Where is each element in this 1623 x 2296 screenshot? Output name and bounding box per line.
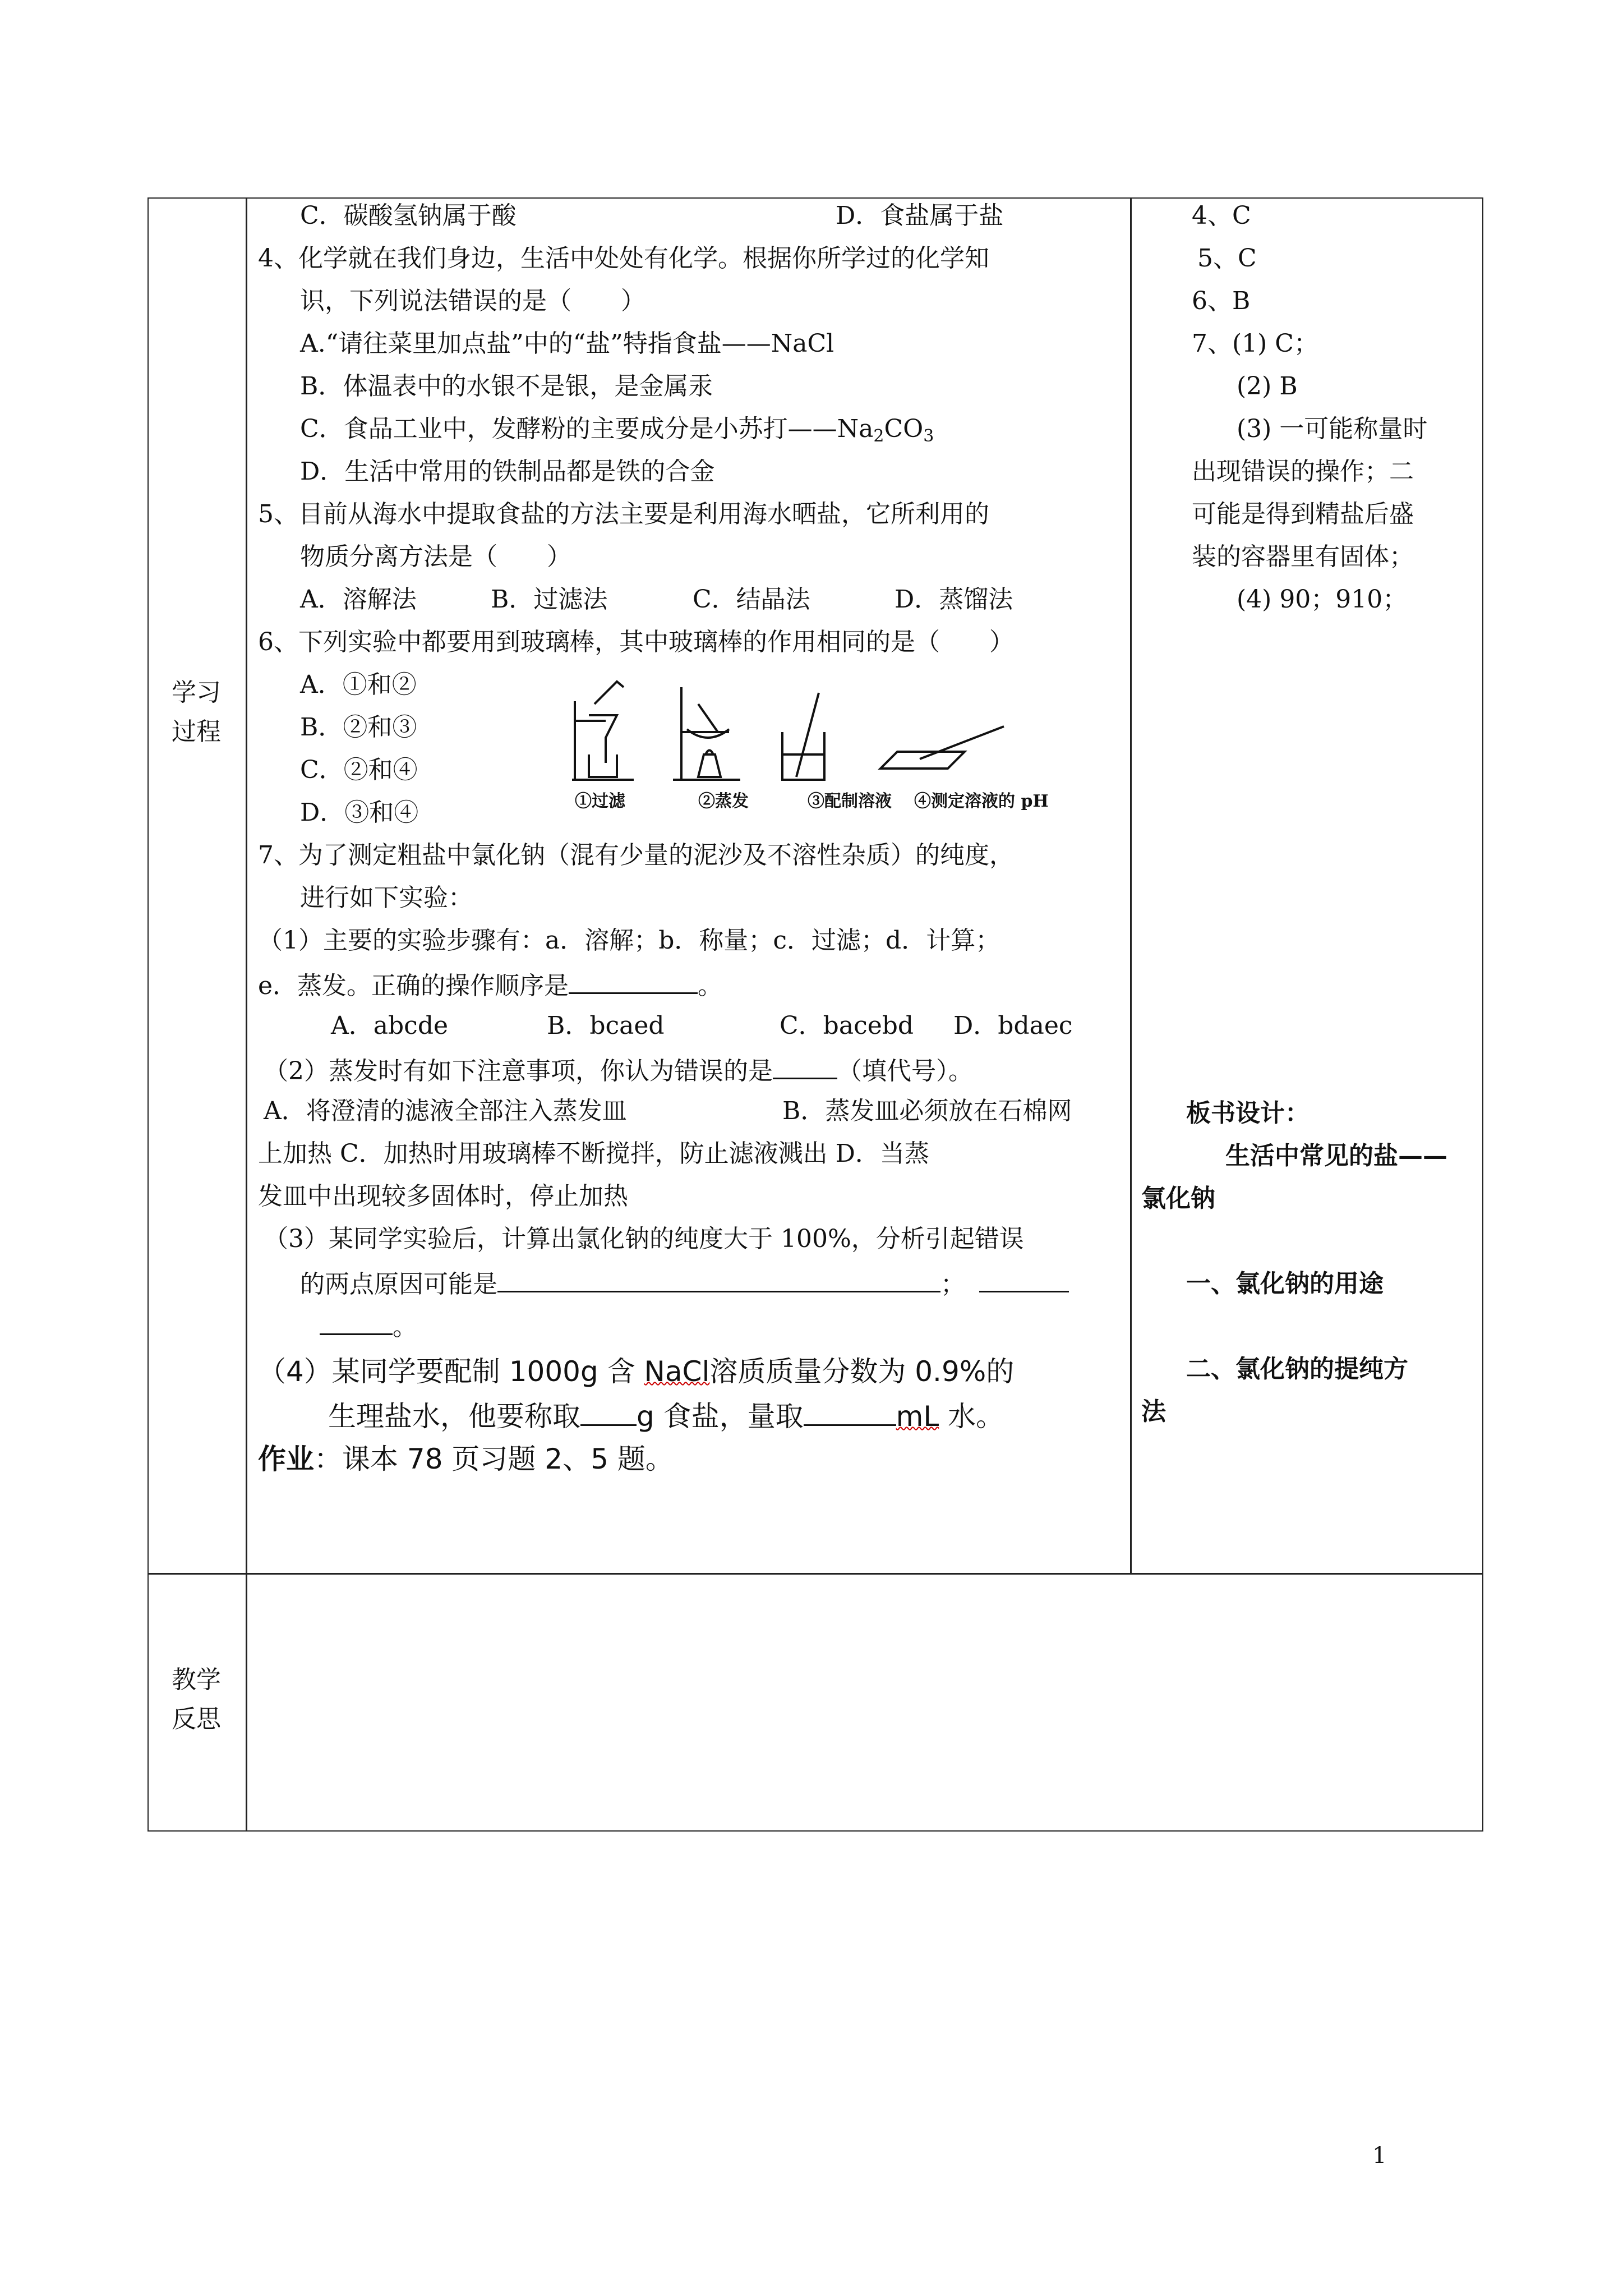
answer-blank bbox=[497, 1265, 940, 1292]
question-7-part1-line1: （1）主要的实验步骤有：a．溶解；b．称量；c．过滤；d．计算； bbox=[258, 926, 1000, 955]
board-design-title: 板书设计： bbox=[1186, 1099, 1310, 1128]
answer-blank bbox=[773, 1052, 837, 1079]
question-6-option-d: D．③和④ bbox=[300, 798, 419, 827]
answer-4: 4、C bbox=[1192, 201, 1251, 230]
question-4-stem-1: 4、化学就在我们身边，生活中处处有化学。根据你所学过的化学知 bbox=[258, 244, 989, 273]
question-7-part1-option-a: A．abcde bbox=[331, 1011, 449, 1040]
table-divider-right bbox=[1130, 197, 1132, 1574]
solution-preparation-apparatus bbox=[782, 693, 824, 780]
question-7-part2-option-d: 发皿中出现较多固体时，停止加热 bbox=[258, 1182, 628, 1211]
question-7-part1-option-c: C．bacebd bbox=[780, 1011, 914, 1040]
figure-caption-evaporation: ②蒸发 bbox=[698, 792, 749, 811]
board-design-subtitle-2: 氯化钠 bbox=[1141, 1184, 1215, 1213]
question-7-part3-line3: 。 bbox=[320, 1308, 417, 1344]
question-4-stem-2: 识，下列说法错误的是（ ） bbox=[300, 287, 645, 315]
question-7-part2-option-a: A．将澄清的滤液全部注入蒸发皿 bbox=[264, 1097, 627, 1125]
board-design-subtitle-1: 生活中常见的盐—— bbox=[1225, 1142, 1447, 1170]
answer-blank bbox=[979, 1265, 1069, 1292]
question-5-option-d: D．蒸馏法 bbox=[895, 585, 1013, 614]
question-7-part4-line1: （4）某同学要配制 1000g 含 NaCl溶质质量分数为 0.9%的 bbox=[258, 1355, 1015, 1388]
answer-7-3-line2: 出现错误的操作；二 bbox=[1192, 457, 1414, 486]
board-design-item-2-line2: 法 bbox=[1141, 1397, 1166, 1426]
filtration-apparatus bbox=[572, 682, 634, 780]
board-design-item-2-line1: 二、氯化钠的提纯方 bbox=[1186, 1355, 1408, 1383]
answer-7-2: (2) B bbox=[1237, 372, 1298, 401]
answer-7-1: 7、(1) C； bbox=[1192, 329, 1318, 358]
question-5-option-b: B．过滤法 bbox=[491, 585, 608, 614]
lab-apparatus-figure bbox=[561, 670, 1122, 805]
table-divider-row bbox=[147, 1573, 1483, 1575]
answer-7-4: (4) 90；910； bbox=[1237, 585, 1408, 614]
option-c-line: C．碳酸氢钠属于酸 bbox=[300, 201, 517, 230]
answer-blank bbox=[320, 1308, 393, 1335]
page-number: 1 bbox=[1372, 2143, 1387, 2169]
question-5-stem-2: 物质分离方法是（ ） bbox=[300, 542, 571, 571]
question-4-option-c: C．食品工业中，发酵粉的主要成分是小苏打$——Na_2CO_3$ bbox=[300, 415, 934, 446]
question-7-stem-2: 进行如下实验： bbox=[300, 884, 473, 912]
question-4-option-d: D．生活中常用的铁制品都是铁的合金 bbox=[300, 457, 715, 486]
row-label-reflection-line1: 教学 bbox=[172, 1665, 221, 1694]
answer-7-3-line3: 可能是得到精盐后盛 bbox=[1192, 500, 1414, 528]
question-6-option-b: B．②和③ bbox=[300, 713, 417, 742]
board-design-item-1: 一、氯化钠的用途 bbox=[1186, 1269, 1384, 1298]
question-7-part2-option-b: B．蒸发皿必须放在石棉网 bbox=[782, 1097, 1072, 1125]
option-d-line: D．食盐属于盐 bbox=[836, 201, 1004, 230]
question-4-option-a: A.“请往菜里加点盐”中的“盐”特指食盐——NaCl bbox=[300, 329, 834, 358]
question-6-option-c: C．②和④ bbox=[300, 756, 418, 784]
question-7-part3-line2: 的两点原因可能是 ； bbox=[300, 1265, 1069, 1301]
ph-test-apparatus bbox=[880, 726, 1004, 769]
row-label-process bbox=[163, 673, 230, 752]
homework-line: 作业：课本 78 页习题 2、5 题。 bbox=[258, 1443, 674, 1475]
figure-caption-ph: ④测定溶液的 pH bbox=[914, 792, 1049, 811]
question-5-option-c: C．结晶法 bbox=[693, 585, 810, 614]
question-7-part2-option-c: 上加热 C．加热时用玻璃棒不断搅拌，防止滤液溅出 D．当蒸 bbox=[258, 1139, 929, 1168]
question-6-option-a: A．①和② bbox=[300, 670, 417, 699]
answer-5: 5、C bbox=[1197, 244, 1257, 273]
row-label-process-line2: 过程 bbox=[172, 717, 221, 746]
question-7-part1-option-d: D．bdaec bbox=[953, 1011, 1073, 1040]
question-7-part1-option-b: B．bcaed bbox=[547, 1011, 665, 1040]
question-4-option-b: B．体温表中的水银不是银，是金属汞 bbox=[300, 372, 713, 401]
answer-7-3-line4: 装的容器里有固体； bbox=[1192, 542, 1414, 571]
evaporation-apparatus bbox=[673, 687, 740, 780]
question-6-stem: 6、下列实验中都要用到玻璃棒，其中玻璃棒的作用相同的是（ ） bbox=[258, 628, 1014, 656]
answer-blank bbox=[580, 1398, 637, 1426]
answer-blank bbox=[569, 967, 698, 994]
row-label-process-line1: 学习 bbox=[172, 678, 221, 707]
question-5-stem-1: 5、目前从海水中提取食盐的方法主要是利用海水晒盐，它所利用的 bbox=[258, 500, 989, 528]
figure-caption-solution: ③配制溶液 bbox=[808, 792, 892, 811]
answer-blank bbox=[804, 1398, 896, 1426]
question-7-part4-line2: 生理盐水，他要称取 g 食盐，量取 mL 水。 bbox=[328, 1398, 1004, 1433]
row-label-reflection-line2: 反思 bbox=[172, 1705, 221, 1733]
question-7-part3-line1: （3）某同学实验后，计算出氯化钠的纯度大于 100%，分析引起错误 bbox=[264, 1225, 1024, 1253]
question-7-stem-1: 7、为了测定粗盐中氯化钠（混有少量的泥沙及不溶性杂质）的纯度， bbox=[258, 841, 1014, 869]
question-5-option-a: A．溶解法 bbox=[300, 585, 417, 614]
question-7-part1-line2: e．蒸发。正确的操作顺序是 。 bbox=[258, 967, 722, 1003]
answer-7-3-line1: (3) 一可能称量时 bbox=[1237, 415, 1428, 443]
table-divider-left bbox=[246, 197, 247, 1832]
row-label-reflection bbox=[163, 1660, 230, 1739]
answer-6: 6、B bbox=[1192, 287, 1251, 315]
figure-caption-filtration: ①过滤 bbox=[575, 792, 625, 811]
question-7-part2-stem: （2）蒸发时有如下注意事项，你认为错误的是 （填代号）。 bbox=[264, 1052, 973, 1088]
